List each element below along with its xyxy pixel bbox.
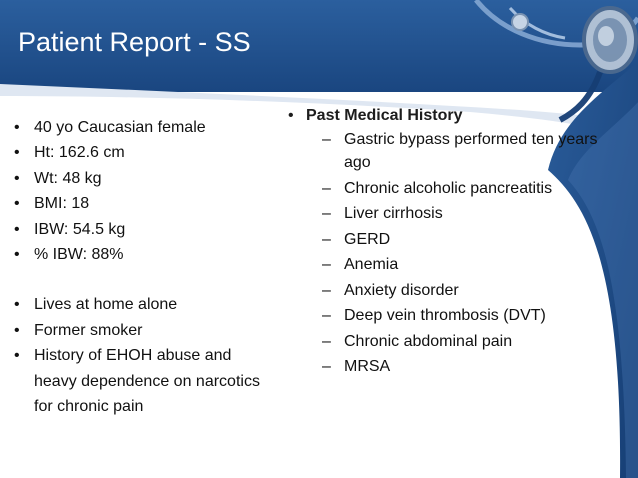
list-item: – Chronic alcoholic pancreatitis xyxy=(284,177,624,200)
list-item: • History of EHOH abuse and heavy dependence on narcotics for chronic pain xyxy=(12,343,274,419)
list-item: – Deep vein thrombosis (DVT) xyxy=(284,304,624,327)
list-item: • 40 yo Caucasian female xyxy=(12,115,274,140)
history-list xyxy=(284,128,624,378)
slide-title: Patient Report - SS xyxy=(18,27,251,57)
list-item: – Anxiety disorder xyxy=(284,279,624,302)
list-item: – Chronic abdominal pain xyxy=(284,330,624,353)
list-item: • Wt: 48 kg xyxy=(12,166,274,191)
list-item: • IBW: 54.5 kg xyxy=(12,217,274,242)
past-medical-history-section xyxy=(284,103,624,381)
list-item: • Lives at home alone xyxy=(12,292,274,317)
list-item: • Ht: 162.6 cm xyxy=(12,140,274,165)
list-item: • % IBW: 88% xyxy=(12,242,274,267)
patient-facts-list xyxy=(12,115,274,419)
past-medical-history-heading: • Past Medical History xyxy=(284,103,624,128)
list-item: – MRSA xyxy=(284,355,624,378)
list-item: – Anemia xyxy=(284,253,624,276)
list-item: – GERD xyxy=(284,228,624,251)
list-item: • Former smoker xyxy=(12,318,274,343)
list-item: – Gastric bypass performed ten years ago xyxy=(284,128,624,174)
list-item: – Liver cirrhosis xyxy=(284,202,624,225)
list-item: • BMI: 18 xyxy=(12,191,274,216)
